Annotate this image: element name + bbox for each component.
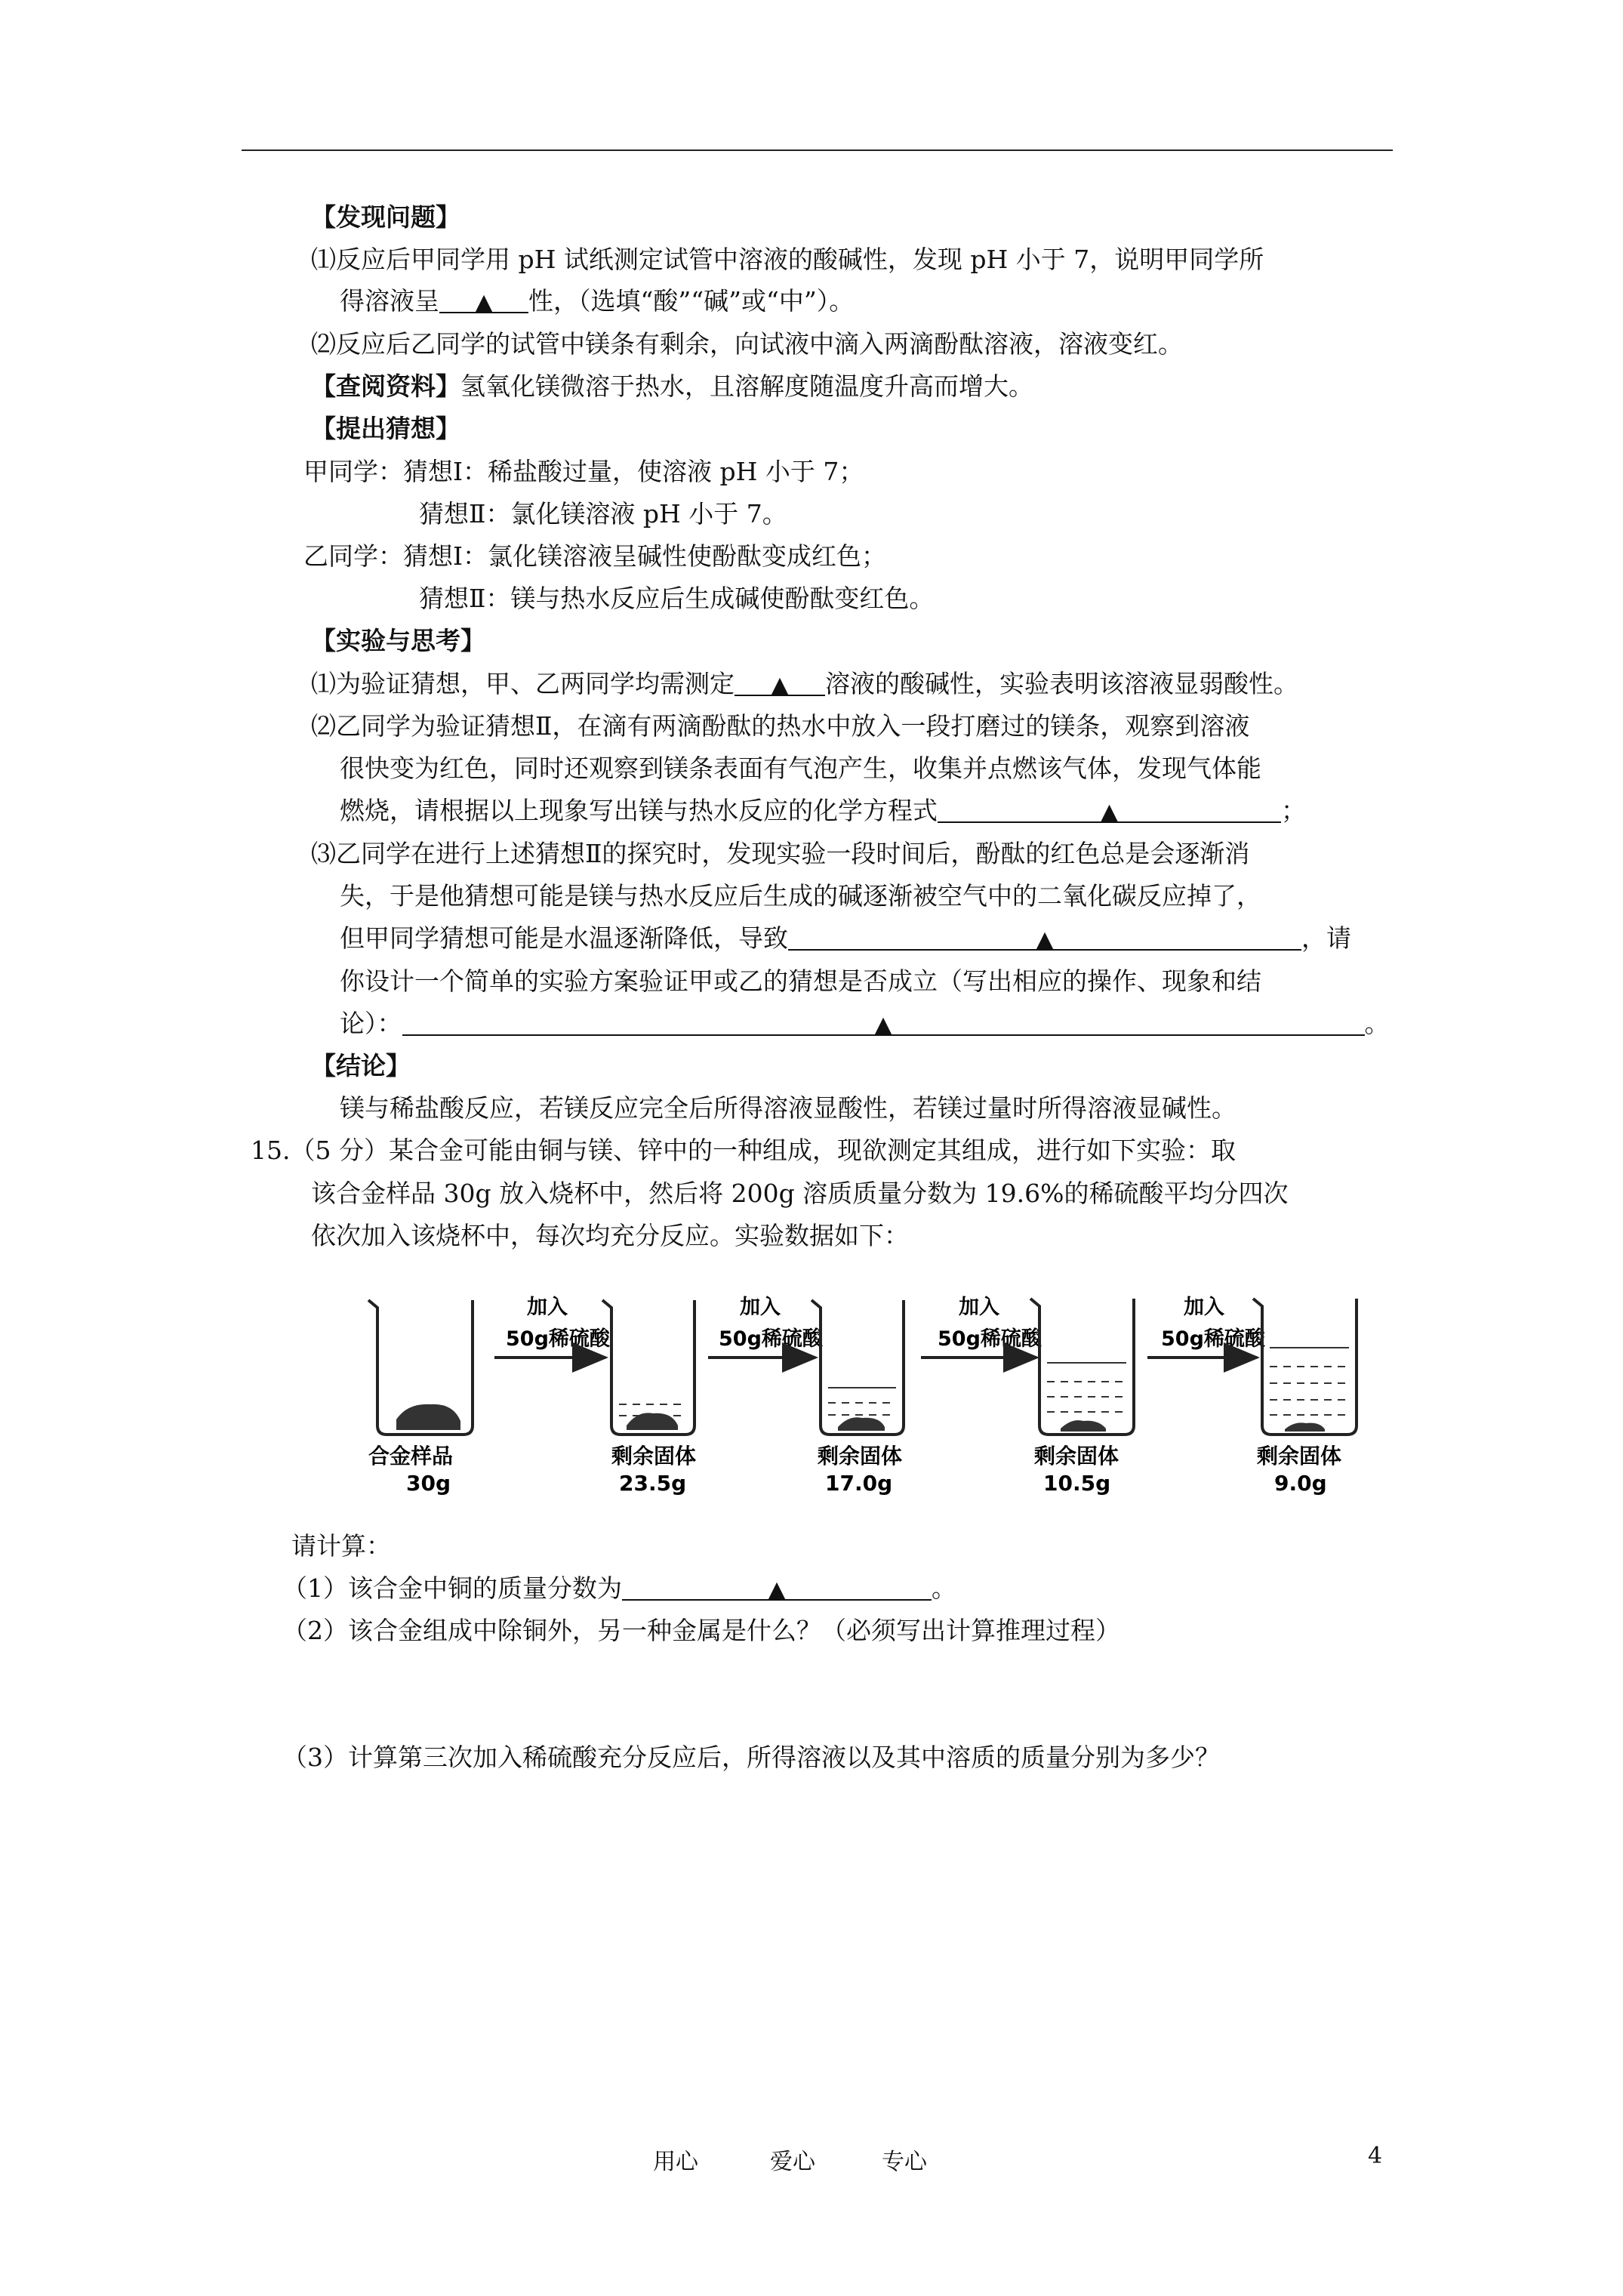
beaker-3-label: 剩余固体 <box>818 1444 903 1469</box>
answer-blank[interactable] <box>439 285 528 316</box>
arrow-2-top-label: 加入 <box>740 1296 781 1319</box>
found-item-1-line-1: ⑴反应后甲同学用 pH 试纸测定试管中溶液的酸碱性，发现 pH 小于 7，说明甲同学所 <box>311 245 1264 274</box>
beaker-1-mass: 30g <box>406 1471 451 1496</box>
section-heading-hypothesis: 【提出猜想】 <box>311 414 460 443</box>
arrow-1-top-label: 加入 <box>527 1296 568 1319</box>
section-heading-found-problem: 【发现问题】 <box>311 202 460 232</box>
answer-blank[interactable] <box>622 1572 932 1601</box>
experiment-item-2-line-3: 燃烧，请根据以上现象写出镁与热水反应的化学方程式 ▲ ； <box>340 796 1306 825</box>
arrow-2 <box>708 1296 824 1358</box>
problem-15-line-3: 依次加入该烧杯中，每次均充分反应。实验数据如下： <box>311 1221 909 1250</box>
arrow-3 <box>921 1296 1042 1358</box>
answer-blank[interactable] <box>788 922 1301 951</box>
answer-blank[interactable] <box>938 794 1281 823</box>
beaker-2-mass: 23.5g <box>619 1471 687 1496</box>
answer-blank[interactable] <box>402 1007 1365 1036</box>
calc-question-1: （1）该合金中铜的质量分数为 ▲ 。 <box>282 1573 956 1603</box>
arrow-3-top-label: 加入 <box>959 1296 999 1319</box>
calc-question-2: （2）该合金组成中除铜外，另一种金属是什么？（必须写出计算推理过程） <box>282 1616 1120 1645</box>
hypothesis-yi-2: 猜想Ⅱ：镁与热水反应后生成碱使酚酞变红色。 <box>419 584 935 613</box>
arrow-4-bottom-label: 50g稀硫酸 <box>1161 1327 1265 1351</box>
answer-blank[interactable] <box>735 667 825 696</box>
experiment-item-2-line-1: ⑵乙同学为验证猜想Ⅱ，在滴有两滴酚酞的热水中放入一段打磨过的镁条，观察到溶液 <box>311 711 1250 741</box>
section-heading-conclusion: 【结论】 <box>311 1051 411 1080</box>
footer-text-1: 用心 <box>653 2149 698 2175</box>
reference-info: 【查阅资料】氢氧化镁微溶于热水，且溶解度随温度升高而增大。 <box>311 371 1033 401</box>
found-item-2: ⑵反应后乙同学的试管中镁条有剩余，向试液中滴入两滴酚酞溶液，溶液变红。 <box>311 329 1183 359</box>
hypothesis-jia-1: 甲同学：猜想Ⅰ：稀盐酸过量，使溶液 pH 小于 7； <box>303 457 864 486</box>
hypothesis-jia-2: 猜想Ⅱ：氯化镁溶液 pH 小于 7。 <box>419 499 787 529</box>
arrow-1-bottom-label: 50g稀硫酸 <box>506 1327 610 1351</box>
experiment-item-3-line-4: 你设计一个简单的实验方案验证甲或乙的猜想是否成立（写出相应的操作、现象和结 <box>340 966 1261 996</box>
header-rule <box>242 149 1393 151</box>
page-number: 4 <box>1368 2143 1383 2169</box>
triangle-marker-icon: ▲ <box>874 1012 892 1038</box>
beaker-4-label: 剩余固体 <box>1034 1444 1119 1469</box>
beaker-1-label: 合金样品 <box>368 1444 454 1469</box>
experiment-diagram <box>317 1291 1381 1510</box>
beaker-5-label: 剩余固体 <box>1257 1444 1342 1469</box>
experiment-item-3-line-5: 论）： ▲ 。 <box>340 1009 1390 1038</box>
footer-text-2: 爱心 <box>770 2149 815 2175</box>
conclusion-text: 镁与稀盐酸反应，若镁反应完全后所得溶液显酸性，若镁过量时所得溶液显碱性。 <box>340 1093 1236 1123</box>
footer-text-3: 专心 <box>882 2149 927 2175</box>
experiment-item-1: ⑴为验证猜想，甲、乙两同学均需测定 ▲ 溶液的酸碱性，实验表明该溶液显弱酸性。 <box>311 669 1298 698</box>
found-item-1-line-2: 得溶液呈 ▲ 性，（选填“酸”“碱”或“中”）。 <box>340 286 855 316</box>
triangle-marker-icon: ▲ <box>1036 926 1054 953</box>
beaker-5-mass: 9.0g <box>1274 1471 1327 1496</box>
experiment-item-3-line-2: 失，于是他猜想可能是镁与热水反应后生成的碱逐渐被空气中的二氧化碳反应掉了， <box>340 881 1261 911</box>
triangle-marker-icon: ▲ <box>768 1576 786 1603</box>
triangle-marker-icon: ▲ <box>475 289 493 316</box>
experiment-item-3-line-3: 但甲同学猜想可能是水温逐渐降低，导致 ▲ ，请 <box>340 923 1351 953</box>
beaker-4 <box>1030 1299 1134 1435</box>
experiment-item-3-line-1: ⑶乙同学在进行上述猜想Ⅱ的探究时，发现实验一段时间后，酚酞的红色总是会逐渐消 <box>311 839 1250 868</box>
beaker-5 <box>1253 1299 1357 1435</box>
arrow-1 <box>494 1296 611 1358</box>
hypothesis-yi-1: 乙同学：猜想Ⅰ：氯化镁溶液呈碱性使酚酞变成红色； <box>303 541 887 571</box>
experiment-item-2-line-2: 很快变为红色，同时还观察到镁条表面有气泡产生，收集并点燃该气体，发现气体能 <box>340 754 1261 783</box>
beaker-1 <box>368 1300 473 1435</box>
problem-15-line-1: 15.（5 分）某合金可能由铜与镁、锌中的一种组成，现欲测定其组成，进行如下实验：取 <box>251 1136 1236 1165</box>
arrow-2-bottom-label: 50g稀硫酸 <box>719 1327 823 1351</box>
triangle-marker-icon: ▲ <box>771 672 789 698</box>
arrow-4-top-label: 加入 <box>1184 1296 1224 1319</box>
beaker-2-label: 剩余固体 <box>611 1444 697 1469</box>
calc-intro: 请计算： <box>291 1531 391 1561</box>
arrow-4 <box>1147 1296 1266 1358</box>
problem-15-line-2: 该合金样品 30g 放入烧杯中，然后将 200g 溶质质量分数为 19.6%的稀硫酸平均分四次 <box>311 1179 1289 1208</box>
beaker-3-mass: 17.0g <box>825 1471 893 1496</box>
beaker-4-mass: 10.5g <box>1043 1471 1111 1496</box>
section-heading-experiment: 【实验与思考】 <box>311 626 485 655</box>
beaker-3 <box>812 1300 904 1435</box>
arrow-3-bottom-label: 50g稀硫酸 <box>938 1327 1042 1351</box>
calc-question-3: （3）计算第三次加入稀硫酸充分反应后，所得溶液以及其中溶质的质量分别为多少？ <box>282 1743 1220 1772</box>
triangle-marker-icon: ▲ <box>1100 799 1119 825</box>
beaker-2 <box>602 1300 694 1435</box>
